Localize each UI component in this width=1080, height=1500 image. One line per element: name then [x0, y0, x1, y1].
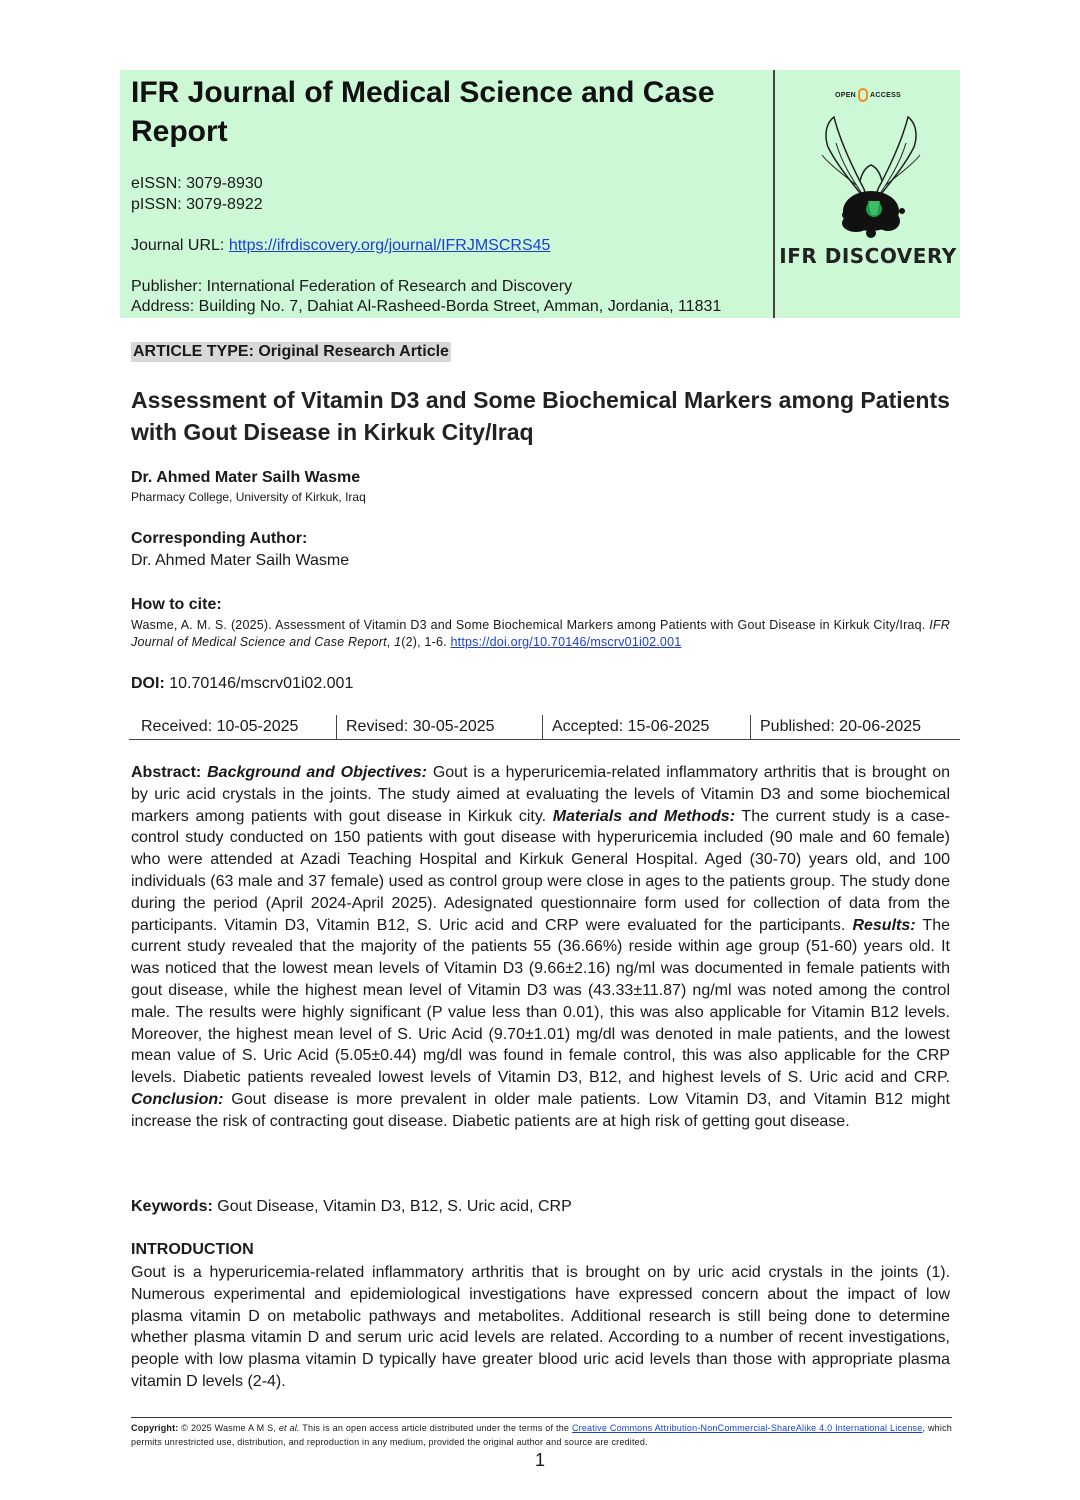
copyright-etal: et al. [278, 1423, 300, 1433]
published-date: Published: 20-06-2025 [750, 715, 960, 739]
article-title: Assessment of Vitamin D3 and Some Biochemical Markers among Patients with Gout Disease in Kirkuk City/Iraq [131, 387, 950, 445]
footer-divider [131, 1417, 952, 1418]
doi-value: 10.70146/mscrv01i02.001 [164, 675, 354, 692]
abstract-label: Abstract: [131, 764, 202, 781]
received-date: Received: 10-05-2025 [141, 718, 299, 735]
doi-line [131, 675, 353, 693]
publisher: Publisher: International Federation of Research and Discovery [131, 278, 573, 295]
abstract [131, 762, 950, 1133]
citation-part: Wasme, A. M. S. (2025). Assessment of Vitamin D3 and Some Biochemical Markers among Patients with Gout Disease in Kirkuk City/Iraq. [131, 618, 930, 632]
open-lock-icon [858, 88, 868, 102]
copyright-notice [131, 1421, 952, 1449]
keywords-text: Gout Disease, Vitamin D3, B12, S. Uric acid, CRP [212, 1198, 572, 1215]
introduction-text: Gout is a hyperuricemia-related inflammatory arthritis that is brought on by uric acid crystals in the joints (1). Numerous experimental and epidemiological investigations have expressed concern about the impact of low plasma vitamin D on metabolic pathways and metabolites. Additional research is still being done to determine whether plasma vitamin D and serum uric acid levels are related. According to a number of recent investigations, people with low plasma vitamin D typically have greater blood uric acid levels than those with appropriate plasma vitamin D levels (2-4). [131, 1264, 950, 1390]
copyright-part: © 2025 Wasme A M S, [178, 1423, 279, 1433]
journal-title: IFR Journal of Medical Science and Case Report [131, 76, 715, 148]
journal-url-link[interactable]: https://ifrdiscovery.org/journal/IFRJMSCRS45 [228, 237, 551, 254]
journal-info [131, 70, 771, 317]
publisher-address: Address: Building No. 7, Dahiat Al-Rasheed-Borda Street, Amman, Jordania, 11831 [131, 298, 722, 315]
citation-part: , [386, 635, 395, 649]
header-divider [773, 70, 775, 318]
open-access-open-text: OPEN [834, 91, 857, 99]
how-to-cite-label: How to cite: [131, 596, 222, 613]
ifr-logo-icon [816, 115, 926, 240]
journal-header [120, 70, 960, 318]
issn-block [131, 173, 771, 215]
abstract-results-text: The current study revealed that the majority of the patients 55 (36.66%) reside within age group (51-60) years old. It was noticed that the lowest mean levels of Vitamin D3 (9.66±2.16) ng/ml was documented in female patients with gout disease, while the highest mean level of Vitamin D3 was (43.33±11.87) ng/ml was noted among the control male. The results were highly significant (P value less than 0.01), this was also applicable for Vitamin B12 levels. Moreover, the highest mean level of S. Uric Acid (9.70±1.01) mg/dl was denoted in male patients, and the lowest mean value of S. Uric Acid (5.05±0.44) mg/dl was found in female control, this was also applicable for the CRP levels. Diabetic patients revealed lowest levels of Vitamin D3, B12, and highest levels of S. Uric acid and CRP. [131, 916, 950, 1087]
revised-date: Revised: 30-05-2025 [336, 715, 542, 739]
article-dates [129, 715, 960, 740]
abstract-methods-text: The current study is a case-control study conducted on 150 patients with gout disease with hyperuricemia included (90 male and 60 female) who were attended at Azadi Teaching Hospital and Kirkuk General Hospital. Aged (30-70) years old, and 100 individuals (63 male and 37 female) used as control group were close in ages to the patients group. The study done during the period (April 2024-April 2025). Adesignated questionnaire form used for collection of data from the participants. Vitamin D3, Vitamin B12, S. Uric acid and CRP were evaluated for the participants. [131, 807, 950, 934]
journal-logo-area [776, 70, 960, 318]
copyright-label: Copyright: [131, 1423, 179, 1433]
open-access-badge [776, 88, 960, 102]
copyright-part: , which permits unrestricted use, distribution, and reproduction in any medium, provided the original author and source are credited. [131, 1423, 952, 1447]
introduction-heading: INTRODUCTION [131, 1241, 254, 1258]
article-type: ARTICLE TYPE: Original Research Article [133, 343, 449, 360]
license-link[interactable]: Creative Commons Attribution-NonCommercial-ShareAlike 4.0 International License [571, 1423, 923, 1433]
citation-doi-link[interactable]: https://doi.org/10.70146/mscrv01i02.001 [450, 635, 682, 649]
abstract-methods-label: Materials and Methods: [552, 807, 736, 825]
citation-journal: IFR Journal of Medical Science and Case Report [131, 618, 950, 649]
journal-url-line [131, 235, 771, 256]
abstract-results-label: Results: [852, 916, 916, 934]
doi-label: DOI: [131, 675, 165, 692]
citation-volume: 1 [394, 635, 402, 649]
citation-part: (2), 1-6. [401, 635, 451, 649]
abstract-conclusion-text: Gout disease is more prevalent in older male patients. Low Vitamin D3, and Vitamin B12 might increase the risk of contracting gout disease. Diabetic patients are at high risk of getting gout disease. [131, 1090, 950, 1130]
accepted-date: Accepted: 15-06-2025 [542, 715, 750, 739]
keywords-label: Keywords: [131, 1198, 213, 1215]
page-number: 1 [534, 1450, 545, 1470]
abstract-conclusion-label: Conclusion: [131, 1090, 224, 1108]
keywords [131, 1198, 572, 1216]
copyright-part: This is an open access article distributed under the terms of the [299, 1423, 572, 1433]
ifr-discovery-brand: IFR DISCOVERY [779, 244, 957, 268]
corresponding-author-label: Corresponding Author: [131, 530, 308, 547]
citation-text [131, 617, 950, 651]
open-access-access-text: ACCESS [870, 91, 902, 99]
publisher-block [131, 277, 771, 317]
journal-url-label: Journal URL: [131, 237, 229, 254]
corresponding-author-name: Dr. Ahmed Mater Sailh Wasme [131, 552, 350, 569]
abstract-background-label: Background and Objectives: [207, 764, 427, 781]
pissn: pISSN: 3079-8922 [131, 196, 263, 213]
author-affiliation: Pharmacy College, University of Kirkuk, Iraq [131, 490, 366, 504]
eissn: eISSN: 3079-8930 [131, 175, 263, 192]
abstract-background-text: Gout is a hyperuricemia-related inflammatory arthritis that is brought on by uric acid crystals in the joints. The study aimed at evaluating the levels of Vitamin D3 and some biochemical markers among patients with gout disease in Kirkuk city. [131, 764, 951, 825]
author-name: Dr. Ahmed Mater Sailh Wasme [131, 469, 361, 486]
